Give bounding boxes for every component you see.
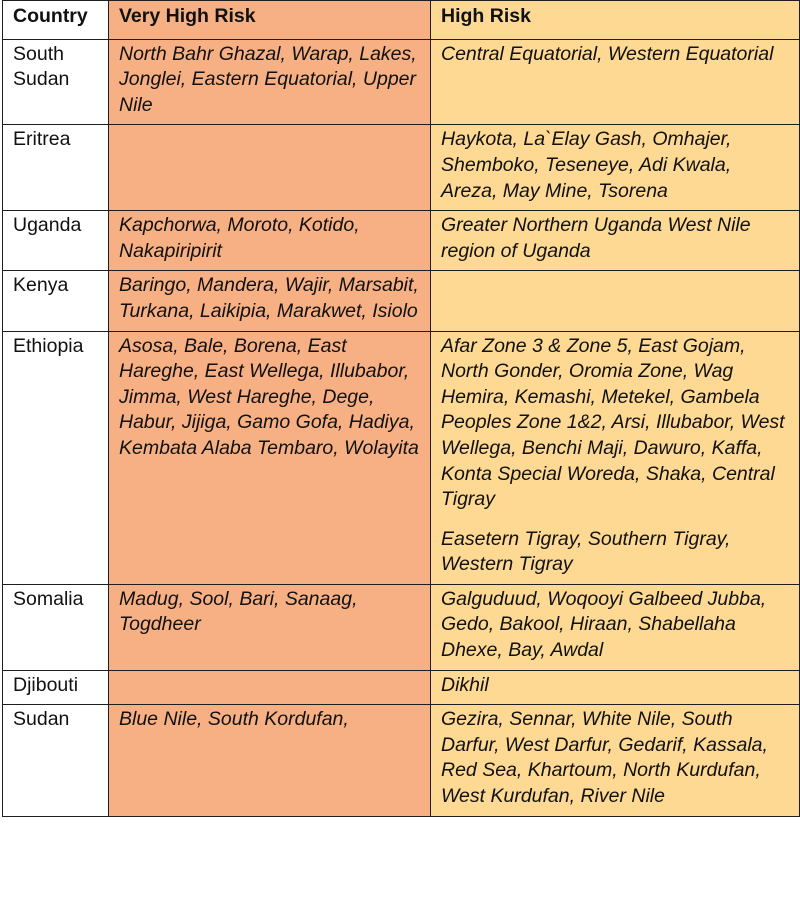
high-risk-paragraph: Dikhil: [441, 673, 489, 696]
high-risk-paragraph: Central Equatorial, Western Equatorial: [441, 42, 774, 65]
high-risk-cell: [431, 331, 800, 584]
high-risk-column-header: High Risk: [431, 1, 800, 40]
very-high-risk-cell: [109, 125, 431, 211]
table-row: [3, 271, 800, 331]
country-cell: Sudan: [3, 705, 109, 816]
country-cell: Kenya: [3, 271, 109, 331]
table-row: [3, 331, 800, 584]
table-body: [3, 39, 800, 816]
very-high-risk-cell: Kapchorwa, Moroto, Kotido, Nakapiripirit: [109, 211, 431, 271]
very-high-risk-cell: Asosa, Bale, Borena, East Hareghe, East Wellega, Illubabor, Jimma, West Hareghe, Dege, Habur, Jijiga, Gamo Gofa, Hadiya, Kembata Alaba Tembaro, Wolayita: [109, 331, 431, 584]
table-row: [3, 705, 800, 816]
country-cell: Djibouti: [3, 670, 109, 705]
table-row: [3, 125, 800, 211]
risk-table: [2, 0, 800, 817]
high-risk-paragraph: Haykota, La`Elay Gash, Omhajer, Shemboko, Teseneye, Adi Kwala, Areza, May Mine, Tsorena: [441, 128, 732, 202]
high-risk-paragraph: Gezira, Sennar, White Nile, South Darfur, West Darfur, Gedarif, Kassala, Red Sea, Khartoum, North Kurdufan, West Kurdufan, River Nile: [441, 708, 768, 808]
high-risk-paragraph: Easetern Tigray, Southern Tigray, Western Tigray: [441, 527, 731, 576]
high-risk-cell: [431, 670, 800, 705]
high-risk-cell: [431, 705, 800, 816]
high-risk-paragraph: Galguduud, Woqooyi Galbeed Jubba, Gedo, Bakool, Hiraan, Shabellaha Dhexe, Bay, Awdal: [441, 587, 767, 662]
country-cell: Uganda: [3, 211, 109, 271]
very-high-risk-cell: Madug, Sool, Bari, Sanaag, Togdheer: [109, 584, 431, 670]
high-risk-cell: [431, 271, 800, 331]
high-risk-paragraph: Afar Zone 3 & Zone 5, East Gojam, North Gonder, Oromia Zone, Wag Hemira, Kemashi, Metekel, Gambela Peoples Zone 1&2, Arsi, Illubabor, West Wellega, Benchi Maji, Dawuro, Kaffa, Konta Special Woreda, Shaka, Central Tigray: [441, 334, 785, 511]
very-high-risk-column-header: Very High Risk: [109, 1, 431, 40]
country-column-header: Country: [3, 1, 109, 40]
header-row: [3, 1, 800, 40]
very-high-risk-cell: [109, 670, 431, 705]
table-row: [3, 584, 800, 670]
high-risk-cell: [431, 125, 800, 211]
high-risk-cell: [431, 584, 800, 670]
table-row: [3, 39, 800, 125]
country-cell: South Sudan: [3, 39, 109, 125]
very-high-risk-cell: Baringo, Mandera, Wajir, Marsabit, Turkana, Laikipia, Marakwet, Isiolo: [109, 271, 431, 331]
very-high-risk-cell: Blue Nile, South Kordufan,: [109, 705, 431, 816]
high-risk-cell: [431, 211, 800, 271]
very-high-risk-cell: North Bahr Ghazal, Warap, Lakes, Jonglei, Eastern Equatorial, Upper Nile: [109, 39, 431, 125]
high-risk-cell: [431, 39, 800, 125]
table-row: [3, 670, 800, 705]
country-cell: Eritrea: [3, 125, 109, 211]
country-cell: Ethiopia: [3, 331, 109, 584]
country-cell: Somalia: [3, 584, 109, 670]
table-row: [3, 211, 800, 271]
high-risk-paragraph: Greater Northern Uganda West Nile region of Uganda: [441, 214, 751, 262]
